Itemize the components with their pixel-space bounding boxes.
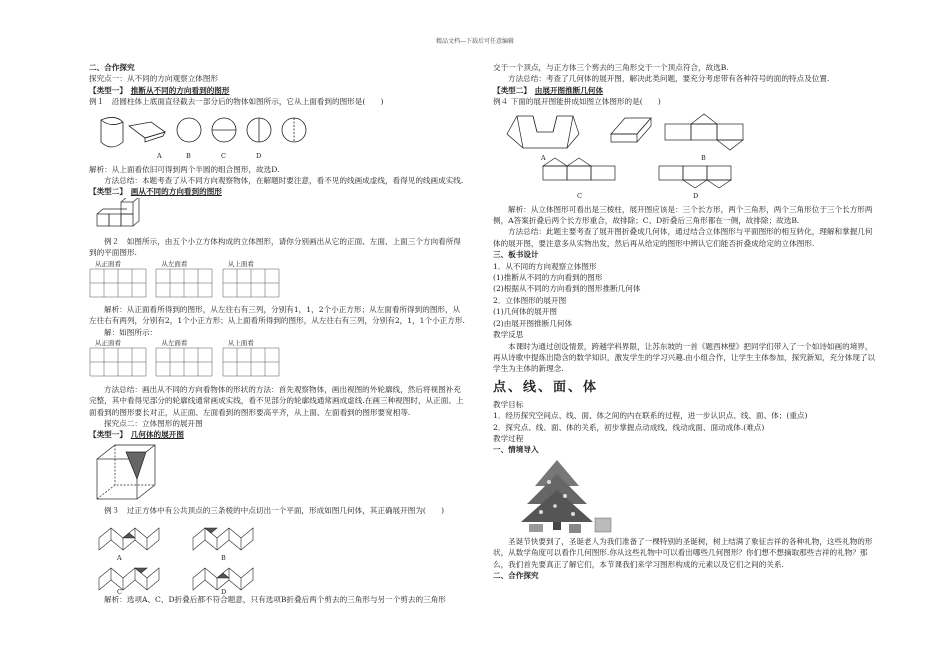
left-view-grid [155,339,213,380]
paragraph: 探究点一：从不同的方向观察立体图形 [89,74,219,84]
type-heading [89,85,465,96]
top-view-grid [222,260,280,301]
example3-options-figure [89,516,329,594]
right-column [493,62,876,581]
paragraph: 2．立体图形的展开图 [493,295,567,305]
option-d-label: D [256,151,262,160]
paragraph: (2)根据从不同的方向看到的图形推断几何体 [493,284,641,294]
paragraph: 交于一个顶点，与正方体三个剪去的三角形交于一个顶点符合，故选B. [493,63,729,72]
cut-cube-figure [89,441,169,505]
section-heading: 二、合作探究 [493,570,539,580]
front-view-grid [89,339,147,380]
option-b-label: B [221,554,226,563]
type-label: 【类型二】 [493,85,528,95]
type-heading [89,429,465,440]
paragraph: 例４ 下面的展开图能拼成如图立体图形的是( ) [493,97,661,107]
paragraph: 解：如图所示： [104,327,158,337]
type-title: 推断从不同的方向看到的图形 [130,85,230,95]
paragraph: 方法总结：此题主要考查了展开图折叠成几何体，通过结合立体图形与平面图形的相互转化，理解和掌握几何体的展开图，要注意多从实物出发，然后再从给定的图形中辨认它们能否折叠成给定的立体图形. [493,227,873,248]
front-view-caption: 从正面看 [95,339,121,348]
paragraph: 教学过程 [493,433,524,443]
view-grids [89,260,465,301]
paragraph: 解析：选项A、C、D折叠后都不符合题意，只有选项B折叠后两个剪去的三角形与另一个剪去的三角形 [104,595,446,605]
section-heading: 三、板书设计 [493,250,539,260]
paragraph: 2．探究点、线、面、体的关系，初步掌握点动成线、线动成面、面动成体.(难点) [493,422,765,432]
paragraph: 圣诞节快要到了，圣诞老人为我们准备了一棵特别的圣诞树，树上结满了象征吉祥的各种礼物，这些礼物的形状，从数学角度可以看作几何图形.你从这些礼物中可以看出哪些几何图形？你们想不想摘取那些吉祥的礼物？那么，我们首先要真正了解它们，本节课我们来学习图形构成的元素以及它们之间的关系. [493,536,873,569]
paragraph: (1)几何体的展开图 [493,307,557,317]
option-b-label: B [701,153,706,162]
top-view-caption: 从上面看 [227,259,254,268]
type-title: 由展开图推断几何体 [534,85,604,95]
example4-nets-figure [493,108,793,204]
front-view-caption: 从正面看 [95,259,121,268]
page-header: 精品文档---下载后可任意编辑 [435,38,515,45]
paragraph: 方法总结：本题考查了从不同方向观察物体，在解题时要注意，看不见的线画成虚线，看得见的线画成实线. [104,176,464,186]
option-a-label: A [157,151,162,160]
paragraph: 方法总结：画出从不同的方向看物体的形状的方法：首先观察物体，画出视图的外轮廓线，然后将视图补充完整，其中看得见部分的轮廓线通常画成实线，看不见部分的轮廓线通常画成虚线.在画三种视图时，从正面、上面看到的图形要长对正，从正面、左面看到的图形要高平齐，从上面、左面看到的图形要宽相等. [89,384,464,417]
paragraph: 解析：从正面看所得到的图形，从左往右有三列，分别有1，1，2个小正方形；从左面看所得到的图形，从左往右有两列，分别有2，1个小正方形；从上面看所得到的图形，从左往右有三列，分别有2，1，1个小正方形. [89,305,465,326]
paragraph: 例１ 沿圆柱体上底面直径截去一部分后的物体如图所示，它从上面看到的图形是( ) [89,97,384,107]
type-title: 画从不同的方向看到的图形 [130,187,222,197]
paragraph: 1．从不同的方向观察立体图形 [493,261,597,271]
paragraph: 例３ 过正方体中有公共顶点的三条棱的中点切出一个平面，形成如图几何体，其正确展开图为( ) [104,505,445,515]
view-grids [89,339,465,380]
option-d-label: D [221,588,227,595]
left-view-grid [155,260,213,301]
paragraph: 方法总结：考查了几何体的展开图，解决此类问题，要充分考虑带有各种符号的面的特点及位置. [508,74,830,84]
left-column [89,62,465,606]
paragraph: (2)由展开图推断几何体 [493,318,573,328]
left-view-caption: 从左面看 [161,259,188,268]
paragraph: 教学目标 [493,399,524,409]
section-heading: 二、合作探究 [89,63,135,72]
left-view-caption: 从左面看 [161,339,188,348]
option-c-label: C [221,151,226,160]
type-heading [493,85,876,96]
option-a-label: A [117,554,122,563]
type-label: 【类型一】 [89,430,124,440]
paragraph: 1．经历探究空间点、线、面、体之间的内在联系的过程，进一步认识点、线、面、体；(重点) [493,411,808,421]
top-view-grid [222,339,280,380]
christmas-tree-image [505,456,625,536]
paragraph: 探究点二：立体图形的展开图 [104,418,203,428]
paragraph: 解析：从立体图形可看出是三棱柱，展开图应该是：三个长方形，两个三角形，两个三角形位于三个长方形两侧，A答案折叠后两个长方形重合，故排除；C、D折叠后三角形都在一侧，故排除；故选B. [493,204,873,226]
type-heading [89,186,465,197]
paragraph: 解析：从上面看依旧可得到两个半圆的组合图形，故选D. [89,164,280,174]
cubes-figure [89,198,169,236]
type-label: 【类型二】 [89,187,124,197]
option-d-label: D [693,191,699,200]
option-c-label: C [577,191,582,200]
lesson-title: 点、线、面、体 [493,379,599,395]
paragraph: (1)推断从不同的方向看到的图形 [493,273,603,283]
option-b-label: B [186,151,191,160]
type-label: 【类型一】 [89,85,124,95]
paragraph: 例２ 如图所示，由五个小立方体构成的立体图形，请你分别画出从它的正面、左面、上面三个方向看所得到的平面图形. [89,236,461,258]
type-title: 几何体的展开图 [130,430,184,440]
section-heading: 一、情境导入 [493,445,539,455]
top-view-caption: 从上面看 [227,339,254,348]
option-c-label: C [117,588,122,595]
option-a-label: A [541,153,546,162]
paragraph: 教学反思 [493,330,524,340]
example1-figure [89,108,319,164]
paragraph: 本课时为通过创设情景，跨越学科界限，让苏东坡的一首《题西林壁》把同学们带入了一个如诗如画的境界，再从诗歌中提炼出隐含的数学知识，激发学生的学习兴趣.由小组合作，让学生主体参加，探究新知，充分体现了以学生为主体的新理念. [493,341,876,374]
front-view-grid [89,260,147,301]
